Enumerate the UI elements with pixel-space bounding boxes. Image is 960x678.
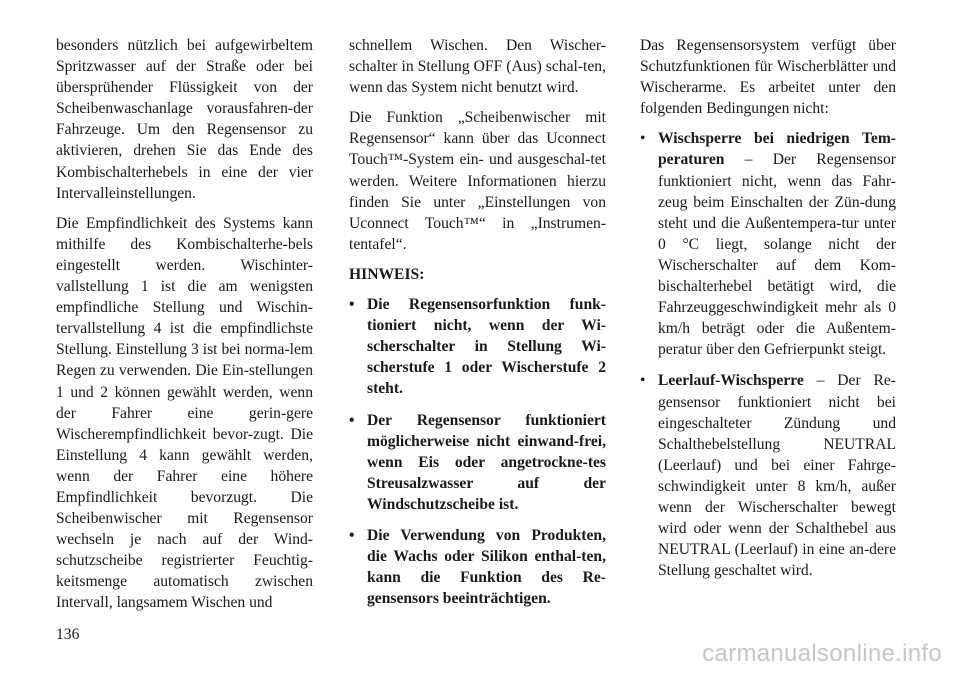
paragraph: schnellem Wischen. Den Wischer-schalter in Stellung OFF (Aus) schal-ten, wenn das System nicht benutzt wird. xyxy=(349,37,606,97)
condition-item xyxy=(640,128,896,360)
note-heading: HINWEIS: xyxy=(349,265,425,283)
note-item: • Die Regensensorfunktion funk-tioniert nicht, wenn der Wi-scherschalter in Stellung Wi-scherstufe 1 oder Wischerstufe 2 steht. xyxy=(349,294,606,399)
note-item: • Der Regensensor funktioniert möglicherweise nicht einwand-frei, wenn Eis oder angetrockne-tes Streusalzwasser auf der Windschutzscheibe ist. xyxy=(349,410,606,515)
right-column xyxy=(640,35,896,591)
condition-lead: Wischsperre bei niedrigen Tem-peraturen xyxy=(658,130,896,169)
paragraph: Das Regensensorsystem verfügt über Schutzfunktionen für Wischerblätter und Wischerarme. Es arbeitet unter den folgenden Bedingungen nicht: xyxy=(640,37,896,118)
note-item: • Die Verwendung von Produkten, die Wachs oder Silikon enthal-ten, kann die Funktion des Re-gensensors beeinträchtigen. xyxy=(349,525,606,609)
paragraph: Die Empfindlichkeit des Systems kann mithilfe des Kombischalterhe-bels eingestellt werden. Wischinter-vallstellung 1 ist die am wenigsten empfindliche Stellung und Wischin-tervallstellung 4 ist die empfindlichste Stellung. Einstellung 3 ist bei norma-lem Regen zu verwenden. Die Ein-stellungen 1 und 2 können gewählt werden, wenn der Fahrer eine gerin-gere Wischerempfindlichkeit bevor-zugt. Die Einstellung 4 kann gewählt werden, wenn der Fahrer eine höhere Empfindlichkeit bevorzugt. Die Scheibenwischer mit Regensensor wechseln je nach auf der Wind-schutzscheibe registrierter Feuchtig-keitsmenge automatisch zwischen Intervall, langsamem Wischen und xyxy=(56,214,313,612)
paragraph: besonders nützlich bei aufgewirbeltem Spritzwasser auf der Straße oder bei übersprühender Flüssigkeit von der Scheibenwaschanlage vorausfahren-der Fahrzeuge. Um den Regensensor zu aktivieren, drehen Sie das Ende des Kombischalterhebels in eine der vier Intervalleinstellungen. xyxy=(56,37,313,202)
note-list xyxy=(349,294,606,609)
paragraph: Die Funktion „Scheibenwischer mit Regensensor“ kann über das Uconnect Touch™-System ein- und ausgeschal-tet werden. Weitere Informationen hierzu finden Sie unter „Einstellungen von Uconnect Touch™“ in „Instrumen-tentafel“. xyxy=(349,109,606,253)
watermark: carmanualsonline.info xyxy=(702,640,942,667)
condition-list xyxy=(640,128,896,581)
page-number: 136 xyxy=(56,626,80,643)
left-column xyxy=(56,35,313,623)
condition-text: – Der Regensensor funktioniert nicht, wenn das Fahr-zeug beim Einschalten der Zün-dung steht und die Außentempera-tur unter 0 °C liegt, solange nicht der Wischerschalter auf dem Kom-bischalterhebel betätigt wird, die Fahrzeuggeschwindigkeit mehr als 0 km/h beträgt oder die Außentem-peratur über den Gefrierpunkt steigt. xyxy=(658,151,896,359)
middle-column xyxy=(349,35,606,619)
condition-item xyxy=(640,370,896,581)
condition-text: – Der Re-gensensor funktioniert nicht bei eingeschalteter Zündung und Schalthebelstellung NEUTRAL (Leerlauf) und bei einer Fahrge-schwindigkeit unter 8 km/h, außer wenn der Wischerschalter bewegt wird oder wenn der Schalthebel aus NEUTRAL (Leerlauf) in eine an-dere Stellung geschaltet wird. xyxy=(658,372,896,580)
condition-lead: Leerlauf-Wischsperre xyxy=(658,372,804,390)
